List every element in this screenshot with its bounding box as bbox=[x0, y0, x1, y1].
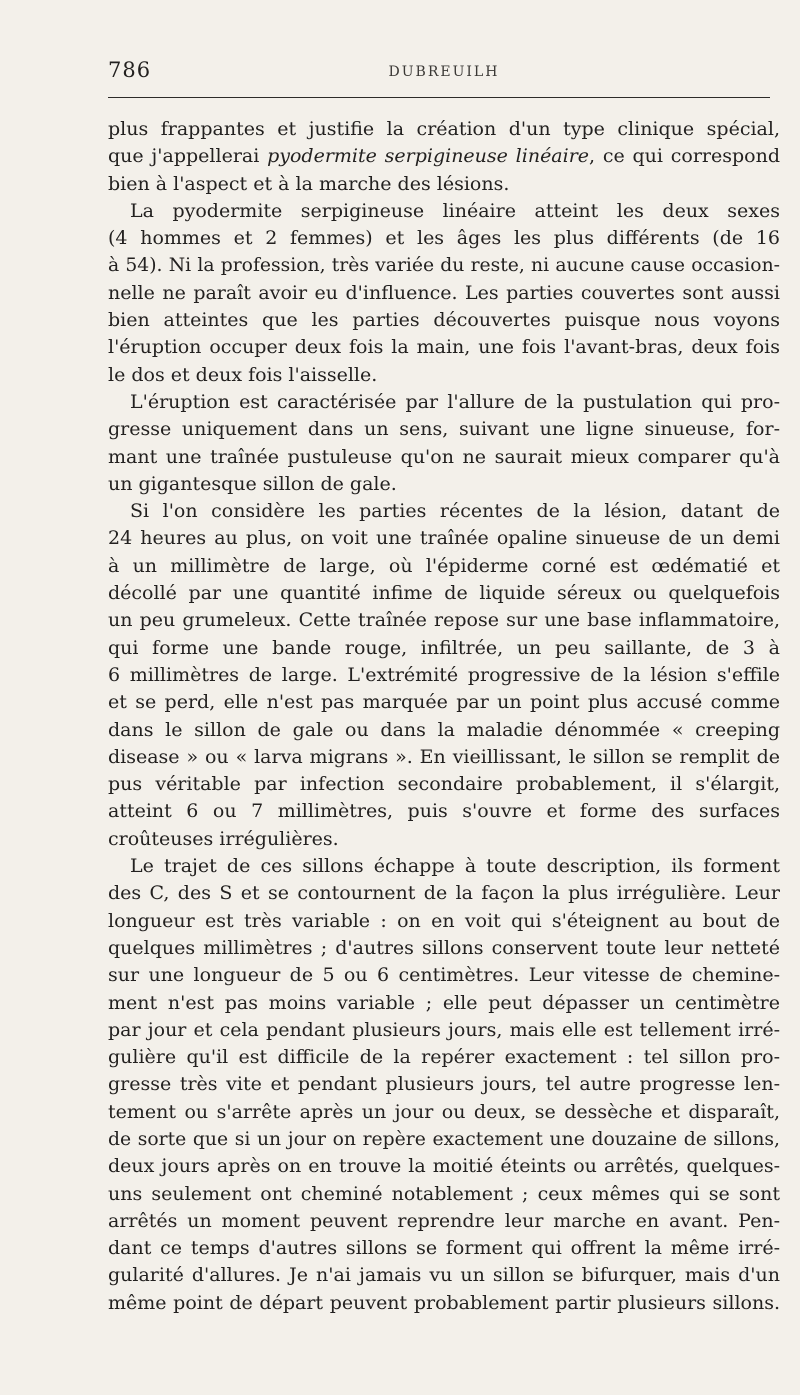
text-line: des C, des S et se contournent de la façon la plus irrégulière. Leur bbox=[108, 882, 780, 905]
text-line: uns seulement ont cheminé notablement ; ceux mêmes qui se sont bbox=[108, 1182, 780, 1205]
page-number: 786 bbox=[108, 58, 152, 82]
text-line: L'éruption est caractérisée par l'allure de la pustulation qui pro- bbox=[130, 390, 780, 413]
text-line: sur une longueur de 5 ou 6 centimètres. Leur vitesse de chemine- bbox=[108, 964, 780, 987]
text-line: 24 heures au plus, on voit une traînée opaline sinueuse de un demi bbox=[108, 527, 780, 550]
text-line: un gigantesque sillon de gale. bbox=[108, 472, 397, 495]
text-line: deux jours après on en trouve la moitié éteints ou arrêtés, quelques- bbox=[108, 1155, 780, 1178]
text-line: qui forme une bande rouge, infiltrée, un peu saillante, de 3 à bbox=[108, 636, 780, 659]
text-line: nelle ne paraît avoir eu d'influence. Les parties couvertes sont aussi bbox=[108, 281, 780, 304]
text-line: longueur est très variable : on en voit qui s'éteignent au bout de bbox=[108, 909, 780, 932]
italic-term: pyodermite serpigineuse linéaire bbox=[267, 145, 590, 168]
page-header bbox=[108, 58, 780, 90]
text-line: à 54). Ni la profession, très variée du reste, ni aucune cause occasion- bbox=[108, 255, 780, 277]
text-line: gresse très vite et pendant plusieurs jours, tel autre progresse len- bbox=[108, 1073, 780, 1096]
text-line: quelques millimètres ; d'autres sillons conservent toute leur netteté bbox=[108, 936, 780, 959]
text-line bbox=[108, 143, 780, 170]
text-line: atteint 6 ou 7 millimètres, puis s'ouvre et forme des surfaces bbox=[108, 800, 780, 823]
text-line: bien atteintes que les parties découvertes puisque nous voyons bbox=[108, 309, 780, 332]
text-line: 6 millimètres de large. L'extrémité progressive de la lésion s'effile bbox=[108, 663, 780, 686]
text-line: pus véritable par infection secondaire probablement, il s'élargit, bbox=[108, 773, 780, 796]
text-line: La pyodermite serpigineuse linéaire atteint les deux sexes bbox=[130, 199, 780, 222]
text-line: disease » ou « larva migrans ». En vieillissant, le sillon se remplit de bbox=[108, 745, 780, 768]
text-line: décollé par une quantité infime de liquide séreux ou quelquefois bbox=[108, 582, 780, 605]
text-line: de sorte que si un jour on repère exactement une douzaine de sillons, bbox=[108, 1128, 780, 1150]
text-line: bien à l'aspect et à la marche des lésions. bbox=[108, 172, 510, 195]
text-line: dans le sillon de gale ou dans la maladie dénommée « creeping bbox=[108, 718, 780, 741]
text-line: ment n'est pas moins variable ; elle peut dépasser un centimètre bbox=[108, 991, 780, 1014]
text-line: dant ce temps d'autres sillons se forment qui offrent la même irré- bbox=[108, 1237, 780, 1260]
text-line: à un millimètre de large, où l'épiderme corné est œdématié et bbox=[108, 554, 780, 577]
text-line: Si l'on considère les parties récentes de la lésion, datant de bbox=[130, 500, 780, 523]
text-line: et se perd, elle n'est pas marquée par un point plus accusé comme bbox=[108, 691, 780, 714]
text-line: Le trajet de ces sillons échappe à toute description, ils forment bbox=[130, 855, 780, 878]
running-head: DUBREUILH bbox=[388, 64, 500, 80]
text-line: (4 hommes et 2 femmes) et les âges les plus différents (de 16 bbox=[108, 227, 780, 250]
text-line: croûteuses irrégulières. bbox=[108, 827, 339, 850]
text-line: même point de départ peuvent probablement partir plusieurs sillons. bbox=[108, 1291, 780, 1314]
text-line: par jour et cela pendant plusieurs jours, mais elle est tellement irré- bbox=[108, 1018, 780, 1041]
text-line: mant une traînée pustuleuse qu'on ne saurait mieux comparer qu'à bbox=[108, 445, 780, 468]
header-rule bbox=[108, 97, 770, 98]
text-fragment: , ce qui correspond bbox=[589, 145, 780, 168]
text-line: l'éruption occuper deux fois la main, une fois l'avant-bras, deux fois bbox=[108, 336, 780, 359]
text-fragment: que j'appellerai bbox=[108, 145, 268, 168]
text-line: gresse uniquement dans un sens, suivant une ligne sinueuse, for- bbox=[108, 418, 780, 441]
text-line: le dos et deux fois l'aisselle. bbox=[108, 363, 378, 386]
body-text bbox=[108, 116, 780, 1317]
text-line: gulière qu'il est difficile de la repérer exactement : tel sillon pro- bbox=[108, 1046, 780, 1069]
text-line: un peu grumeleux. Cette traînée repose sur une base inflammatoire, bbox=[108, 609, 780, 632]
text-line: arrêtés un moment peuvent reprendre leur marche en avant. Pen- bbox=[108, 1209, 780, 1232]
text-line: tement ou s'arrête après un jour ou deux, se dessèche et disparaît, bbox=[108, 1100, 780, 1123]
text-line: plus frappantes et justifie la création d'un type clinique spécial, bbox=[108, 118, 780, 140]
text-line: gularité d'allures. Je n'ai jamais vu un sillon se bifurquer, mais d'un bbox=[108, 1264, 780, 1287]
